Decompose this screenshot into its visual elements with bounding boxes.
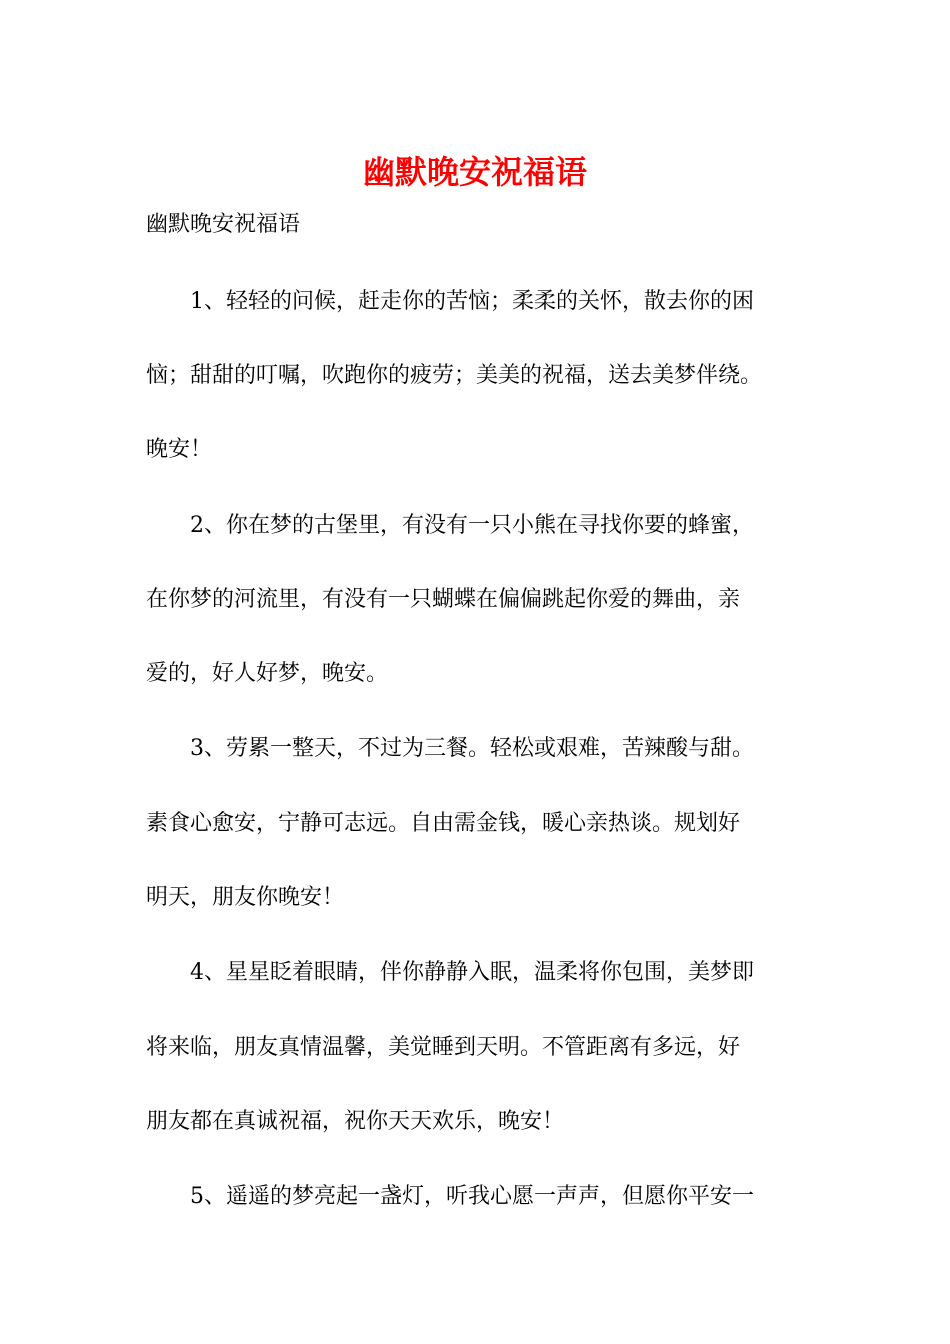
paragraph-3-line-1: 3、劳累一整天，不过为三餐。轻松或艰难，苦辣酸与甜。 [190,736,754,761]
document-title: 幽默晚安祝福语 [362,153,587,191]
paragraph-2-line-1: 2、你在梦的古堡里，有没有一只小熊在寻找你要的蜂蜜， [190,513,754,538]
paragraph-1-line-2: 恼；甜甜的叮嘱，吹跑你的疲劳；美美的祝福，送去美梦伴绕。 [146,363,763,388]
paragraph-4-line-2: 将来临，朋友真情温馨，美觉睡到天明。不管距离有多远，好 [146,1035,741,1060]
document-subtitle: 幽默晚安祝福语 [146,212,301,237]
paragraph-3-line-2: 素食心愈安，宁静可志远。自由需金钱，暖心亲热谈。规划好 [146,811,741,836]
paragraph-2-line-2: 在你梦的河流里，有没有一只蝴蝶在偏偏跳起你爱的舞曲，亲 [146,587,741,612]
paragraph-5-line-1: 5、遥遥的梦亮起一盏灯，听我心愿一声声，但愿你平安一 [190,1184,754,1209]
paragraph-3-line-3: 明天，朋友你晚安！ [146,885,345,910]
paragraph-4-line-1: 4、星星眨着眼睛，伴你静静入眠，温柔将你包围，美梦即 [190,960,754,985]
paragraph-1-line-3: 晚安！ [146,437,213,462]
paragraph-1-line-1: 1、轻轻的问候，赶走你的苦恼；柔柔的关怀，散去你的困 [190,289,754,314]
paragraph-2-line-3: 爱的，好人好梦，晚安。 [146,661,389,686]
paragraph-4-line-3: 朋友都在真诚祝福，祝你天天欢乐，晚安！ [146,1109,565,1134]
